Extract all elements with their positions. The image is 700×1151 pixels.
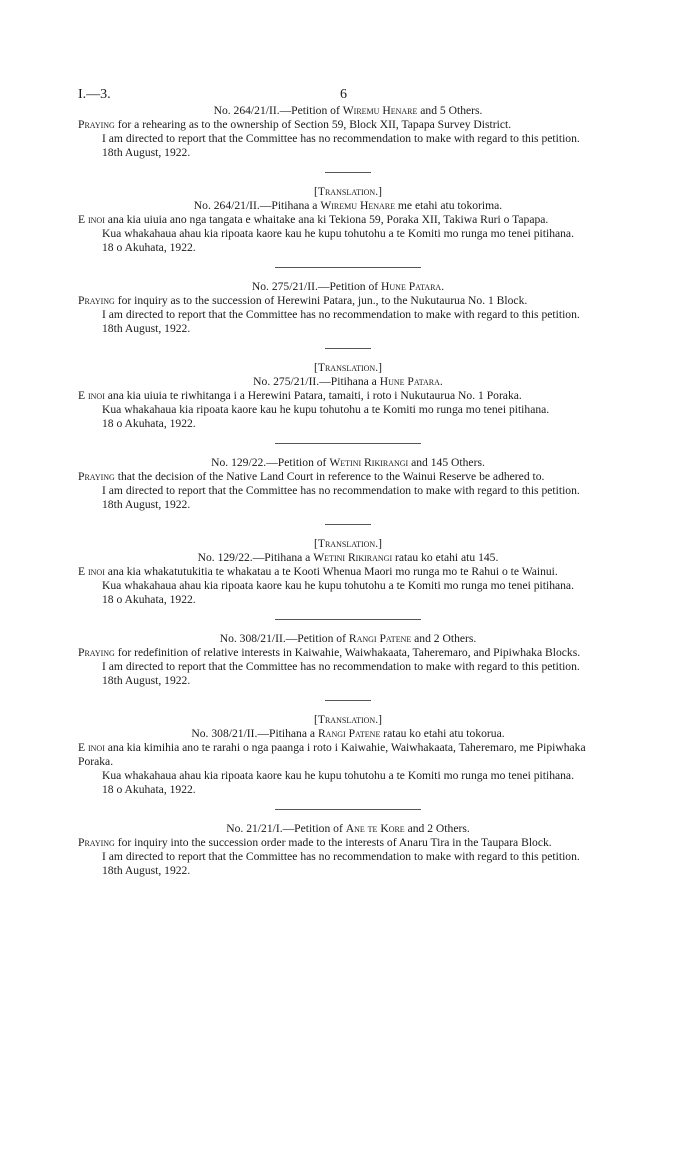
inoi-text: ana kia kimihia ano te rarahi o nga paanga i roto i Kaiwahie, Waiwhakaata, Taheremaro, me Pipiwhaka Poraka. [78,741,586,768]
petition-translation [78,537,618,607]
title-prefix: No. 129/22.—Petition of [211,456,330,469]
petition-title [78,199,618,213]
report-paragraph: Kua whakahaua ahau kia ripoata kaore kau he kupu tohutohu a te Komiti mo runga mo tenei pitihana. [102,769,574,782]
report-date: 18 o Akuhata, 1922. [102,241,196,254]
petition-english [78,280,618,336]
title-suffix: . [439,375,443,388]
praying-paragraph [78,118,618,132]
report-date: 18th August, 1922. [102,322,191,335]
report-paragraph: Kua whakahaua kia ripoata kaore kau he kupu tohutohu a te Komiti mo runga mo tenei pitihana. [102,403,550,416]
title-prefix: No. 308/21/II.—Pitihana a [191,727,318,740]
title-prefix: No. 275/21/II.—Petition of [251,280,382,293]
petition-title [78,632,618,646]
petitioner-name: Hune Patara [381,280,442,293]
translation-label: [Translation.] [314,537,382,550]
title-suffix: ratau ko etahi atu tokorua. [380,727,505,740]
praying-text: for inquiry into the succession order made to the interests of Anaru Tira in the Taupara Block. [114,836,552,849]
title-suffix: me etahi atu tokorima. [394,199,503,212]
praying-text: for a rehearing as to the ownership of Section 59, Block XII, Tapapa Survey District. [114,118,512,131]
report-date: 18th August, 1922. [102,146,191,159]
title-suffix: and 5 Others. [417,104,483,117]
divider [325,700,371,701]
inoi-word: E inoi [78,565,105,578]
petition-title [78,727,618,741]
title-prefix: No. 21/21/I.—Petition of [226,822,346,835]
praying-word: Praying [78,118,115,131]
praying-paragraph [78,646,618,660]
praying-word: Praying [78,294,115,307]
translation-label: [Translation.] [314,713,382,726]
praying-word: Praying [78,470,115,483]
title-prefix: No. 264/21/II.—Petition of [213,104,343,117]
report-paragraph: I am directed to report that the Committee has no recommendation to make with regard to this petition. [102,850,580,863]
inoi-paragraph [78,565,618,579]
title-suffix: and 145 Others. [408,456,485,469]
report-date: 18 o Akuhata, 1922. [102,783,196,796]
title-prefix: No. 129/22.—Pitihana a [197,551,314,564]
report-paragraph: I am directed to report that the Committee has no recommendation to make with regard to this petition. [102,484,580,497]
inoi-paragraph [78,741,618,769]
inoi-text: ana kia whakatutukitia te whakatau a te Kooti Whenua Maori mo runga mo te Rahui o te Wainui. [104,565,558,578]
praying-text: for redefinition of relative interests in Kaiwahie, Waiwhakaata, Taheremaro, and Pipiwhaka Blocks. [114,646,581,659]
divider [325,348,371,349]
section-divider [275,267,421,268]
report-date: 18 o Akuhata, 1922. [102,417,196,430]
petition-title [78,551,618,565]
report-date: 18th August, 1922. [102,498,191,511]
report-date: 18th August, 1922. [102,674,191,687]
praying-paragraph [78,836,618,850]
inoi-text: ana kia uiuia te riwhitanga i a Herewini Patara, tamaiti, i roto i Nukutaurua No. 1 Poraka. [104,389,522,402]
petitioner-name: Wetini Rikirangi [313,551,393,564]
divider [325,524,371,525]
document-code: I.—3. [78,87,111,102]
petition-title [78,280,618,294]
petition-title [78,375,618,389]
translation-label: [Translation.] [314,361,382,374]
petition-translation [78,713,618,797]
petition-english [78,632,618,688]
title-prefix: No. 275/21/II.—Pitihana a [253,375,380,388]
petition-title [78,822,618,836]
inoi-word: E inoi [78,741,105,754]
report-paragraph: I am directed to report that the Committee has no recommendation to make with regard to this petition. [102,132,580,145]
section-divider [275,619,421,620]
report-paragraph: Kua whakahaua ahau kia ripoata kaore kau he kupu tohutohu a te Komiti mo runga mo tenei pitihana. [102,579,574,592]
petition-translation [78,185,618,255]
title-suffix: . [441,280,445,293]
praying-paragraph [78,294,618,308]
petition-english [78,456,618,512]
page-number: 6 [340,87,347,102]
inoi-text: ana kia uiuia ano nga tangata e whaitake ana ki Tekiona 59, Poraka XII, Takiwa Ruri o Tapapa. [104,213,549,226]
praying-word: Praying [78,646,115,659]
title-suffix: and 2 Others. [411,632,477,645]
title-prefix: No. 308/21/II.—Petition of [219,632,349,645]
praying-paragraph [78,470,618,484]
inoi-paragraph [78,389,618,403]
petitioner-name: Wetini Rikirangi [329,456,409,469]
petitioner-name: Rangi Patene [317,727,381,740]
petition-title [78,104,618,118]
petitioner-name: Ane te Kore [345,822,405,835]
petition-english [78,104,618,160]
report-paragraph: Kua whakahaua ahau kia ripoata kaore kau he kupu tohutohu a te Komiti mo runga mo tenei pitihana. [102,227,574,240]
petitioner-name: Hune Patara [379,375,440,388]
report-paragraph: I am directed to report that the Committee has no recommendation to make with regard to this petition. [102,308,580,321]
inoi-word: E inoi [78,389,105,402]
divider [325,172,371,173]
title-prefix: No. 264/21/II.—Pitihana a [193,199,321,212]
report-date: 18th August, 1922. [102,864,191,877]
petitioner-name: Wiremu Henare [320,199,395,212]
praying-text: for inquiry as to the succession of Herewini Patara, jun., to the Nukutaurua No. 1 Block. [114,294,528,307]
report-date: 18 o Akuhata, 1922. [102,593,196,606]
praying-text: that the decision of the Native Land Court in reference to the Wainui Reserve be adhered to. [114,470,545,483]
translation-label: [Translation.] [314,185,382,198]
petitioner-name: Wiremu Henare [342,104,418,117]
title-suffix: ratau ko etahi atu 145. [392,551,499,564]
section-divider [275,809,421,810]
praying-word: Praying [78,836,115,849]
page-content [78,104,618,878]
title-suffix: and 2 Others. [404,822,470,835]
inoi-paragraph [78,213,618,227]
petition-translation [78,361,618,431]
report-paragraph: I am directed to report that the Committee has no recommendation to make with regard to this petition. [102,660,580,673]
petition-english [78,822,618,878]
page-header [78,88,618,104]
petition-title [78,456,618,470]
inoi-word: E inoi [78,213,105,226]
section-divider [275,443,421,444]
petitioner-name: Rangi Patene [348,632,412,645]
